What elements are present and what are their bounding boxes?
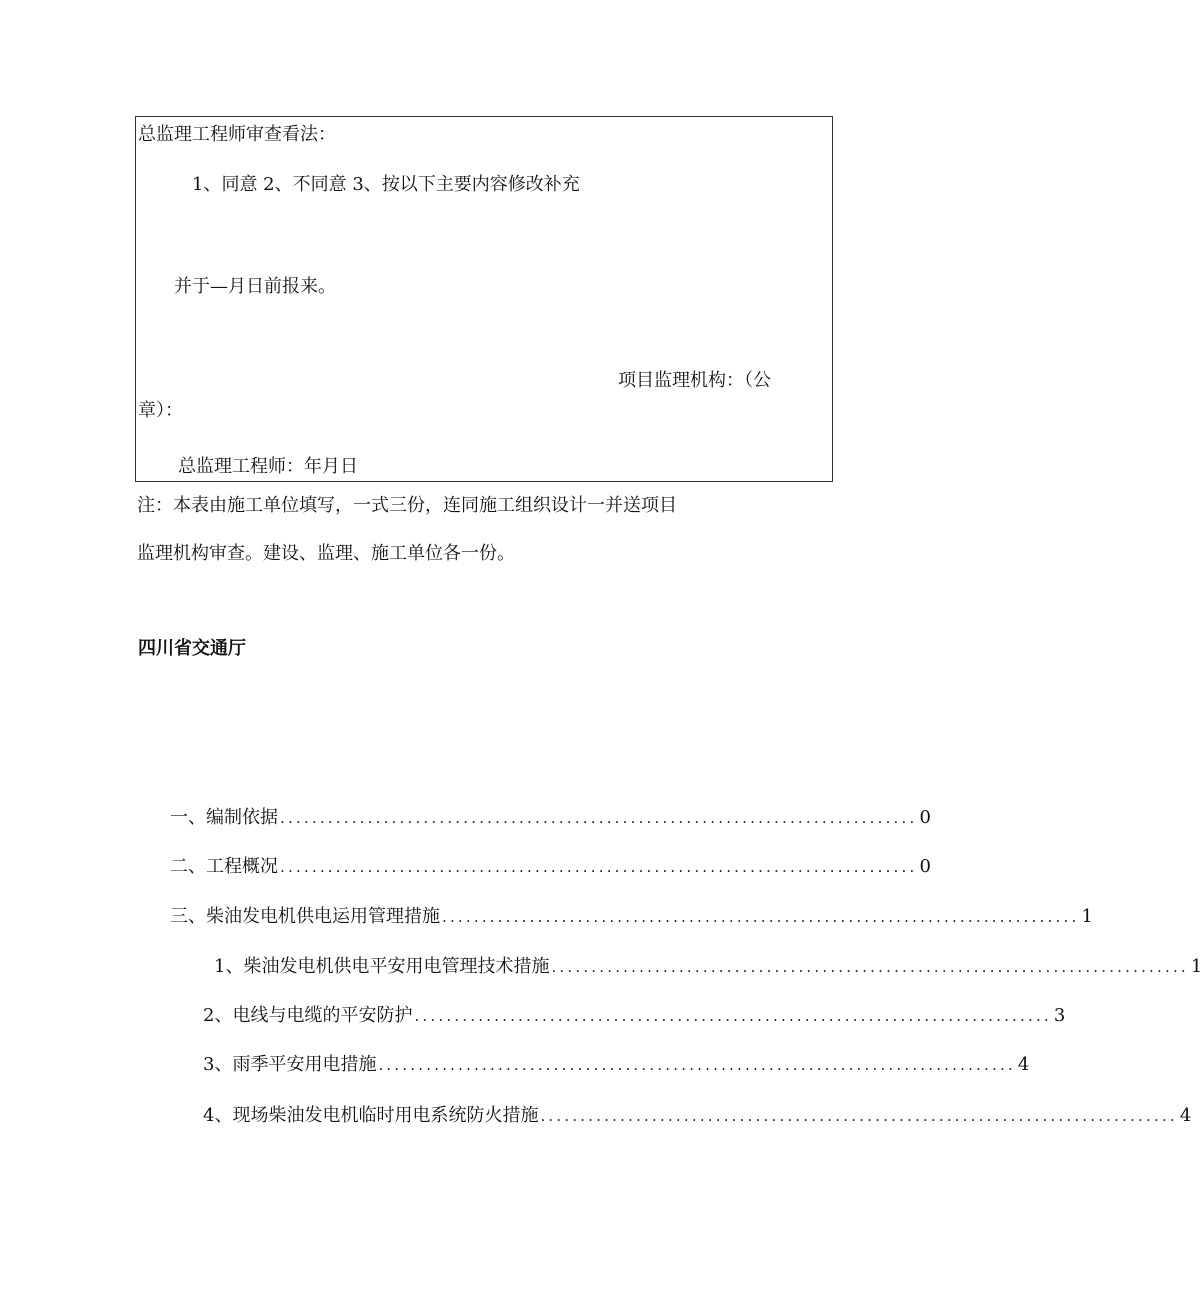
agency-seal-label: 章）： — [138, 400, 183, 421]
toc-item-label: 2、电线与电缆的平安防护 — [203, 1005, 413, 1026]
toc-item-page: 4 — [1179, 1105, 1192, 1126]
toc-item-label: 二、工程概况 — [170, 856, 278, 877]
review-heading: 总监理工程师审查看法： — [138, 124, 336, 145]
toc-item[interactable] — [203, 1053, 1030, 1077]
toc-item[interactable] — [203, 1104, 1192, 1128]
toc-item-page: 3 — [1053, 1005, 1066, 1026]
review-options: 1、同意 2、不同意 3、按以下主要内容修改补充 — [192, 174, 580, 195]
toc-item[interactable] — [170, 855, 931, 879]
note-line-2: 监理机构审查。建设、监理、施工单位各一份。 — [137, 543, 515, 564]
review-box — [135, 116, 833, 482]
toc-item-page: 1 — [1081, 906, 1093, 927]
toc-item-label: 1、柴油发电机供电平安用电管理技术措施 — [214, 956, 550, 977]
toc-dot-leader: ................................................................................ — [280, 858, 918, 876]
toc-dot-leader: ................................................................................ — [551, 958, 1189, 976]
toc-item[interactable] — [203, 1004, 1066, 1028]
signature-line: 总监理工程师：年月日 — [178, 456, 358, 477]
toc-item-page: 4 — [1017, 1054, 1030, 1075]
toc-item[interactable] — [170, 905, 1093, 929]
organization-name: 四川省交通厅 — [138, 638, 246, 659]
toc-item-page: 0 — [919, 856, 931, 877]
toc-item-label: 4、现场柴油发电机临时用电系统防火措施 — [203, 1105, 539, 1126]
note-line-1: 注：本表由施工单位填写，一式三份，连同施工组织设计一并送项目 — [137, 495, 677, 516]
toc-dot-leader: ................................................................................ — [280, 809, 918, 827]
toc-item-label: 3、雨季平安用电措施 — [203, 1054, 377, 1075]
toc-dot-leader: ................................................................................ — [414, 1007, 1052, 1025]
agency-label: 项目监理机构：（公 — [618, 370, 771, 391]
toc-item-label: 三、柴油发电机供电运用管理措施 — [170, 906, 440, 927]
toc-item-page: 1 — [1190, 956, 1202, 977]
toc-item-label: 一、编制依据 — [170, 807, 278, 828]
review-deadline: 并于—月日前报来。 — [174, 276, 336, 297]
toc-item-page: 0 — [919, 807, 931, 828]
toc-dot-leader: ................................................................................ — [540, 1107, 1178, 1125]
toc-dot-leader: ................................................................................ — [442, 908, 1080, 926]
toc-item[interactable] — [214, 955, 1202, 979]
toc-dot-leader: ................................................................................ — [378, 1056, 1016, 1074]
toc-item[interactable] — [170, 806, 931, 830]
